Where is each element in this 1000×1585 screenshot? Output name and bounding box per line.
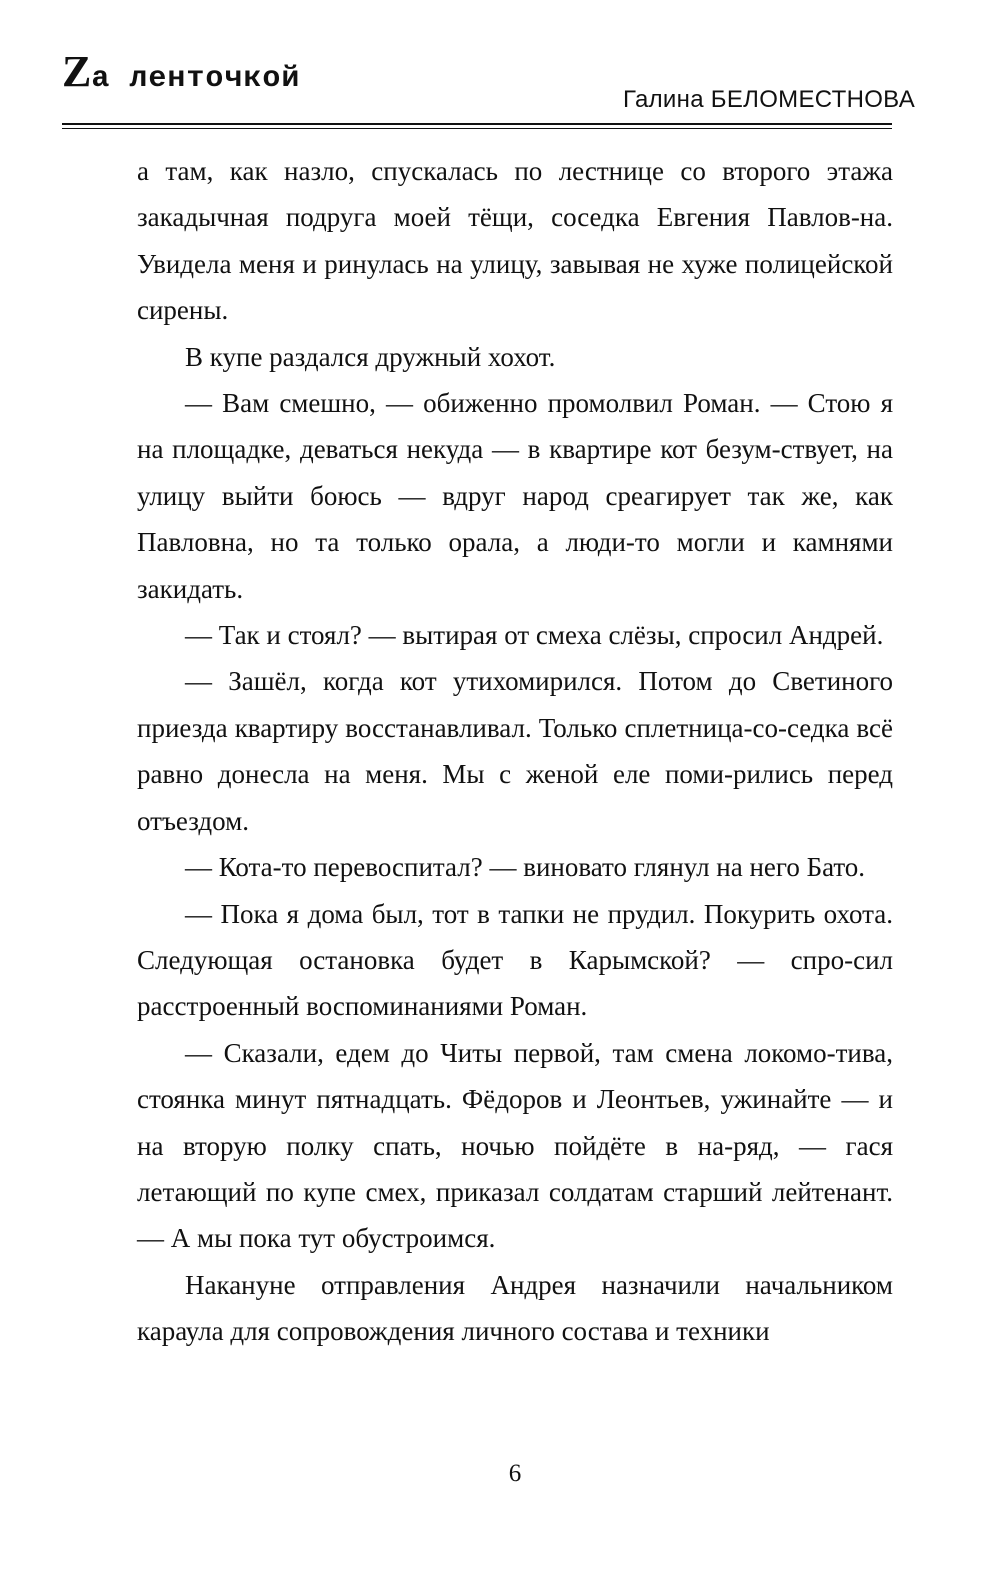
paragraph: — Кота-то перевоспитал? — виновато глянул на него Бато. xyxy=(185,852,866,883)
series-title xyxy=(62,46,300,97)
paragraph: — Так и стоял? — вытирая от смеха слёзы, спросил Андрей. xyxy=(185,620,884,651)
header-rule-thin xyxy=(62,128,892,129)
paragraph: — Вам смешно, — обиженно промолвил Роман. — Стою я на площадке, деваться некуда — в квартире кот безум-ствует, на улицу выйти боюсь — вдруг народ среагирует так же, как Павловна, но та только орала, а люди-то могли и камнями закидать. xyxy=(137,388,893,604)
paragraph: — Зашёл, когда кот утихомирился. Потом до Светиного приезда квартиру восстанавливал. Только сплетница-со-седка всё равно донесла на меня. Мы с женой еле поми-рились перед отъездом. xyxy=(137,666,893,836)
author-name: Галина БЕЛОМЕСТНОВА xyxy=(623,86,915,113)
body-text xyxy=(137,148,893,1355)
paragraph: Накануне отправления Андрея назначили начальником караула для сопровождения личного состава и техники xyxy=(137,1269,893,1347)
paragraph: — Сказали, едем до Читы первой, там смена локомо-тива, стоянка минут пятнадцать. Фёдоров и Леонтьев, ужинайте — и на вторую полку спать, ночью пойдёте в на-ряд, — гася летающий по купе смех, приказал солдатам старший лейтенант. — А мы пока тут обустроимся. xyxy=(137,1037,893,1254)
paragraph: В купе раздался дружный хохот. xyxy=(185,341,556,372)
header-rule xyxy=(62,123,892,125)
page-number: 6 xyxy=(508,1460,522,1487)
series-title-initial: Z xyxy=(62,47,92,96)
series-title-rest: а ленточкой xyxy=(91,62,301,96)
paragraph: — Пока я дома был, тот в тапки не прудил. Покурить охота. Следующая остановка будет в Карымской? — спро-сил расстроенный воспоминаниями Роман. xyxy=(137,898,893,1022)
paragraph: а там, как назло, спускалась по лестнице со второго этажа закадычная подруга моей тёщи, соседка Евгения Павлов-на. Увидела меня и ринулась на улицу, завывая не хуже полицейской сирены. xyxy=(137,156,893,326)
